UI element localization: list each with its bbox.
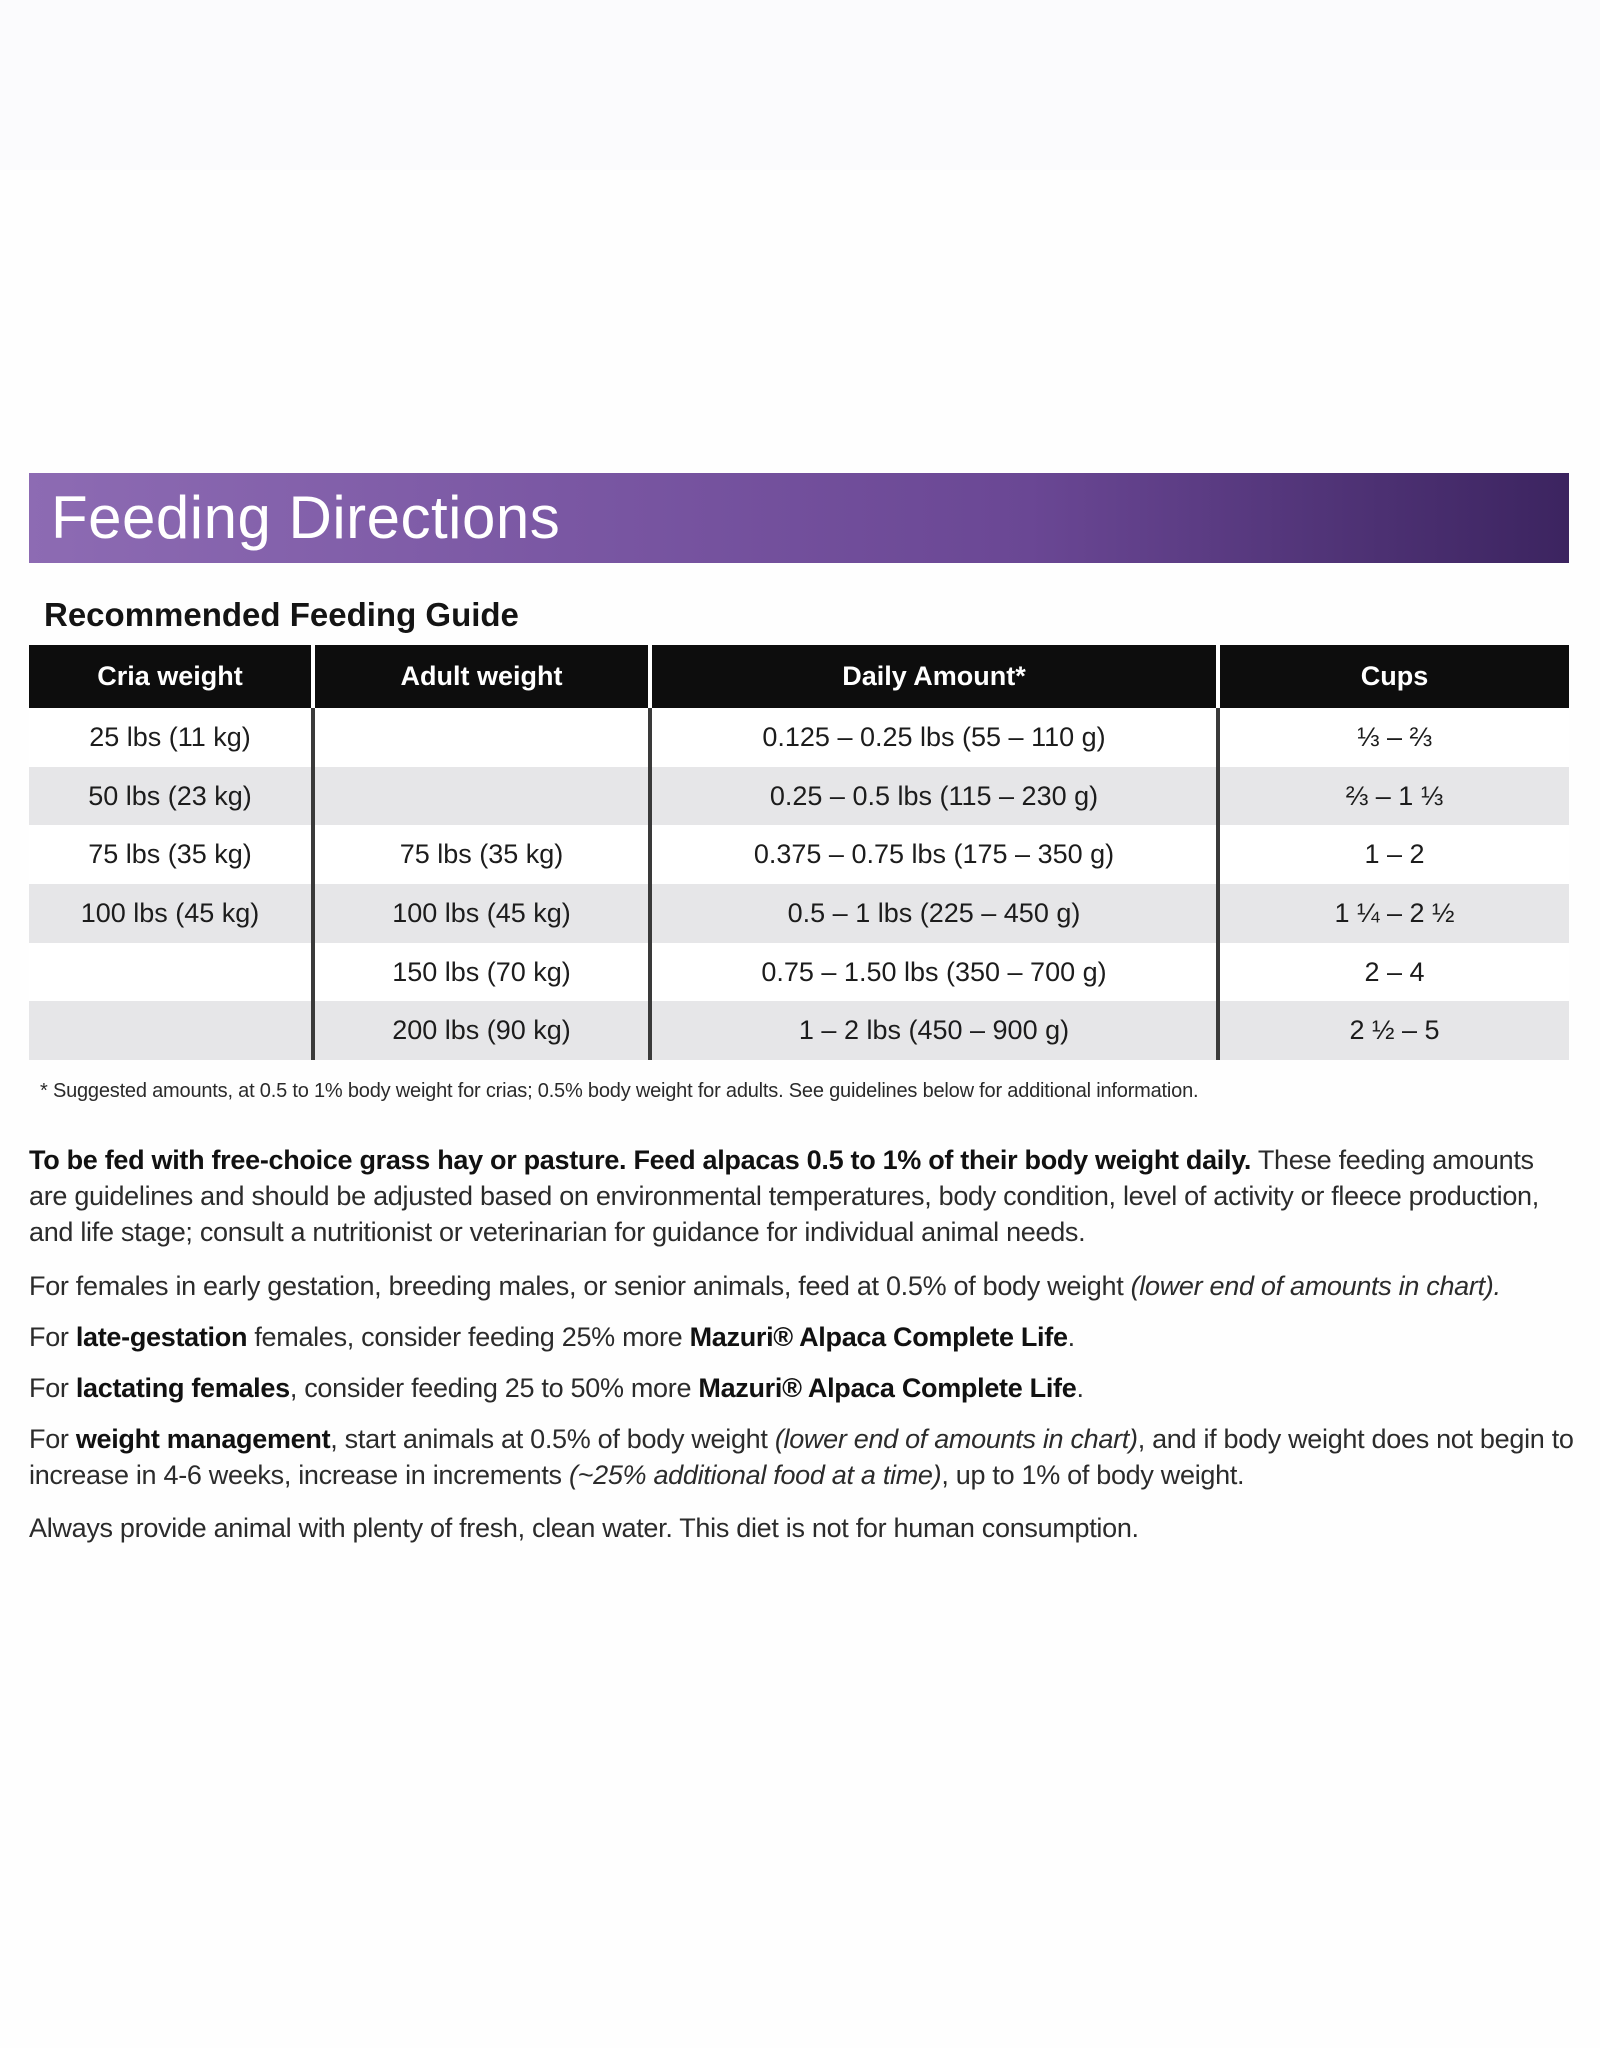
cell-adult-weight: 100 lbs (45 kg): [313, 884, 650, 943]
cell-cups: 1 – 2: [1218, 825, 1569, 884]
p5-text-3: , up to 1% of body weight.: [941, 1460, 1245, 1490]
direction-paragraph-5: [29, 1421, 1574, 1493]
table-row: [29, 1001, 1569, 1060]
p4-mid: , consider feeding 25 to 50% more: [289, 1373, 692, 1403]
cell-cups: 1 ¼ – 2 ½: [1218, 884, 1569, 943]
p3-end: .: [1067, 1322, 1075, 1352]
column-header-cups: Cups: [1218, 645, 1569, 708]
p5-text-1: , start animals at 0.5% of body weight: [330, 1424, 768, 1454]
p4-bold: lactating females: [75, 1373, 290, 1403]
cell-daily-amount: 0.5 – 1 lbs (225 – 450 g): [650, 884, 1218, 943]
p2-text: For females in early gestation, breeding males, or senior animals, feed at 0.5% of body weight: [29, 1271, 1124, 1301]
cell-cria-weight: [29, 1001, 313, 1060]
page-top-band: [0, 0, 1600, 170]
p5-bold: weight management: [75, 1424, 331, 1454]
cell-cups: 2 ½ – 5: [1218, 1001, 1569, 1060]
cell-adult-weight: 200 lbs (90 kg): [313, 1001, 650, 1060]
p4-end: .: [1076, 1373, 1084, 1403]
cell-cups: ⅓ – ⅔: [1218, 708, 1569, 767]
page-title: Feeding Directions: [51, 484, 561, 551]
cell-adult-weight: 150 lbs (70 kg): [313, 943, 650, 1002]
p1-bold-1: To be fed with free-choice grass hay or pasture.: [29, 1145, 627, 1175]
table-row: [29, 943, 1569, 1002]
table-row: [29, 825, 1569, 884]
table-row: [29, 767, 1569, 826]
direction-paragraph-1: [29, 1142, 1574, 1250]
column-header-daily-amount: Daily Amount*: [650, 645, 1218, 708]
p1-bold-2: Feed alpacas 0.5 to 1% of their body weight daily.: [633, 1145, 1252, 1175]
p5-pre: For: [29, 1424, 69, 1454]
cell-cups: ⅔ – 1 ⅓: [1218, 767, 1569, 826]
p6-text: Always provide animal with plenty of fresh, clean water. This diet is not for human consumption.: [29, 1513, 1139, 1543]
table-row: [29, 884, 1569, 943]
cell-cria-weight: 75 lbs (35 kg): [29, 825, 313, 884]
cell-adult-weight: 75 lbs (35 kg): [313, 825, 650, 884]
cell-daily-amount: 0.375 – 0.75 lbs (175 – 350 g): [650, 825, 1218, 884]
p3-mid: females, consider feeding 25% more: [254, 1322, 683, 1352]
table-subtitle: Recommended Feeding Guide: [44, 596, 519, 633]
feeding-guide-table: [29, 645, 1569, 1060]
cell-daily-amount: 0.25 – 0.5 lbs (115 – 230 g): [650, 767, 1218, 826]
direction-paragraph-6: [29, 1510, 1574, 1546]
column-header-adult-weight: Adult weight: [313, 645, 650, 708]
cell-daily-amount: 0.125 – 0.25 lbs (55 – 110 g): [650, 708, 1218, 767]
p5-text-2: , and if body weight does not begin to increase in 4-6 weeks, increase in increments: [29, 1424, 1574, 1490]
column-header-cria-weight: Cria weight: [29, 645, 313, 708]
direction-paragraph-3: [29, 1319, 1574, 1355]
cell-adult-weight: [313, 767, 650, 826]
title-banner: [29, 473, 1569, 563]
p4-product: Mazuri® Alpaca Complete Life: [698, 1373, 1077, 1403]
cell-daily-amount: 1 – 2 lbs (450 – 900 g): [650, 1001, 1218, 1060]
p5-italic-1: (lower end of amounts in chart): [774, 1424, 1138, 1454]
p1-text: These feeding amounts are guidelines and should be adjusted based on environmental temperatures, body condition, level of activity or fleece production, and life stage; consult a nutritionist or veterinarian for guidance for individual animal needs.: [29, 1145, 1539, 1247]
cell-daily-amount: 0.75 – 1.50 lbs (350 – 700 g): [650, 943, 1218, 1002]
cell-cria-weight: 25 lbs (11 kg): [29, 708, 313, 767]
p3-bold: late-gestation: [75, 1322, 248, 1352]
p3-pre: For: [29, 1322, 69, 1352]
p4-pre: For: [29, 1373, 69, 1403]
cell-adult-weight: [313, 708, 650, 767]
table-footnote: * Suggested amounts, at 0.5 to 1% body weight for crias; 0.5% body weight for adults. See guidelines below for additional information.: [40, 1080, 1199, 1102]
p2-italic: (lower end of amounts in chart).: [1130, 1271, 1501, 1301]
cell-cria-weight: [29, 943, 313, 1002]
direction-paragraph-2: [29, 1268, 1574, 1304]
p3-product: Mazuri® Alpaca Complete Life: [689, 1322, 1068, 1352]
cell-cria-weight: 100 lbs (45 kg): [29, 884, 313, 943]
table-row: [29, 708, 1569, 767]
p5-italic-2: (~25% additional food at a time): [568, 1460, 942, 1490]
cell-cria-weight: 50 lbs (23 kg): [29, 767, 313, 826]
table-header-row: [29, 645, 1569, 708]
cell-cups: 2 – 4: [1218, 943, 1569, 1002]
direction-paragraph-4: [29, 1370, 1574, 1406]
